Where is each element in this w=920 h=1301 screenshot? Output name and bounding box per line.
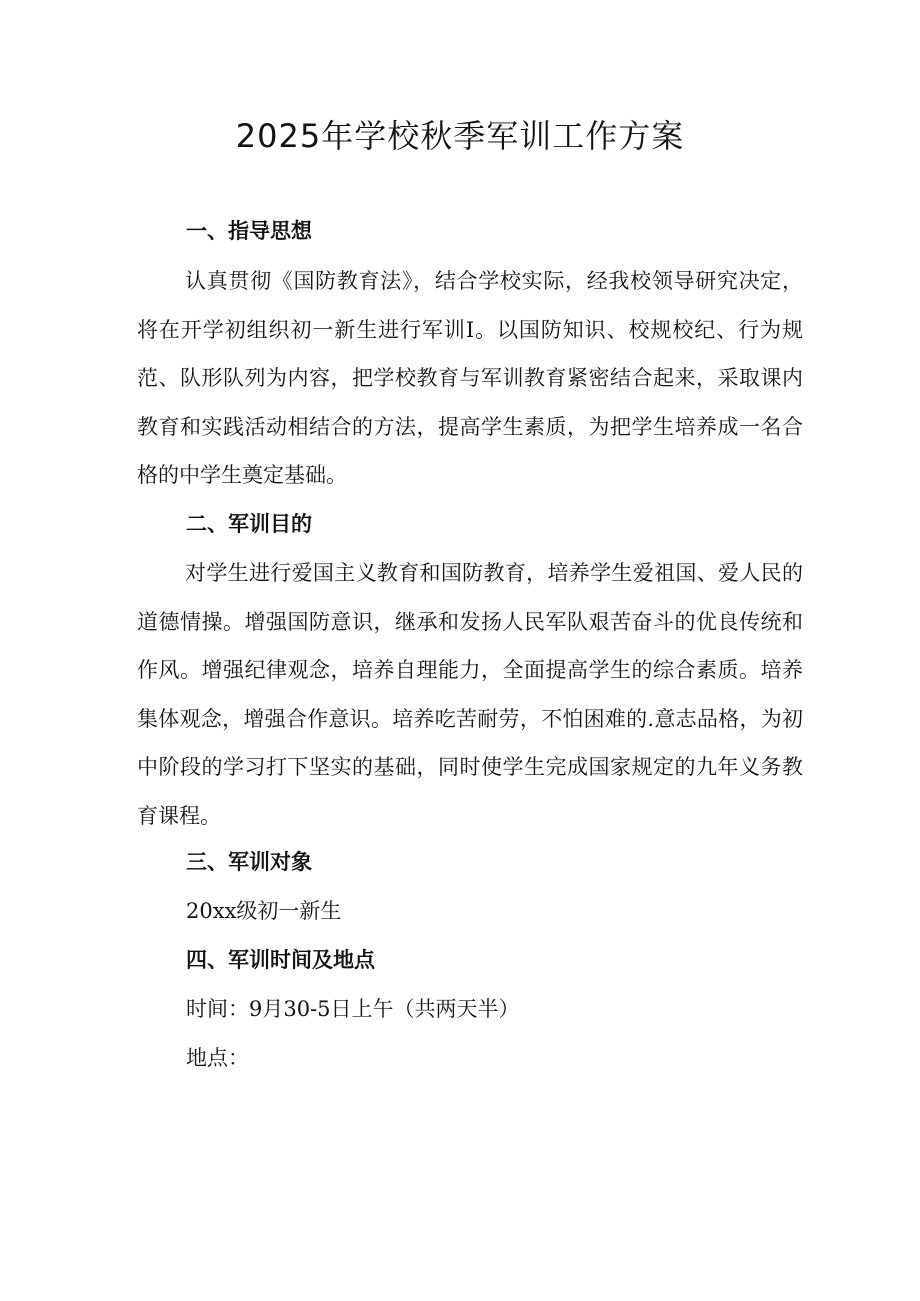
section-paragraph-training-purpose: 对学生进行爱国主义教育和国防教育，培养学生爱祖国、爱人民的道德情操。增强国防意识，继承和发扬人民军队艰苦奋斗的优良传统和作风。增强纪律观念，培养自理能力，全面提高学生的综合素质。培养集体观念，增强合作意识。培养吃苦耐劳，不怕困难的.意志品格，为初中阶段的学习打下坚实的基础，同时使学生完成国家规定的九年义务教育课程。 [137,561,803,828]
training-time-line: 时间：9月30-5日上午（共两天半） [186,997,520,1021]
document-title: 2025年学校秋季军训工作方案 [235,117,685,155]
section-heading-training-target: 三、军训对象 [186,850,312,874]
section-heading-training-purpose: 二、军训目的 [186,512,312,536]
section-heading-time-and-place: 四、军训时间及地点 [186,948,375,972]
training-target-line: 20xx级初一新生 [186,899,342,923]
section-heading-guiding-ideology: 一、指导思想 [186,219,312,243]
training-place-line: 地点： [186,1046,249,1070]
section-paragraph-guiding-ideology: 认真贯彻《国防教育法》，结合学校实际，经我校领导研究决定，将在开学初组织初一新生进行军训I。以国防知识、校规校纪、行为规范、队形队列为内容，把学校教育与军训教育紧密结合起来，采取课内教育和实践活动相结合的方法，提高学生素质，为把学生培养成一名合格的中学生奠定基础。 [137,269,803,488]
